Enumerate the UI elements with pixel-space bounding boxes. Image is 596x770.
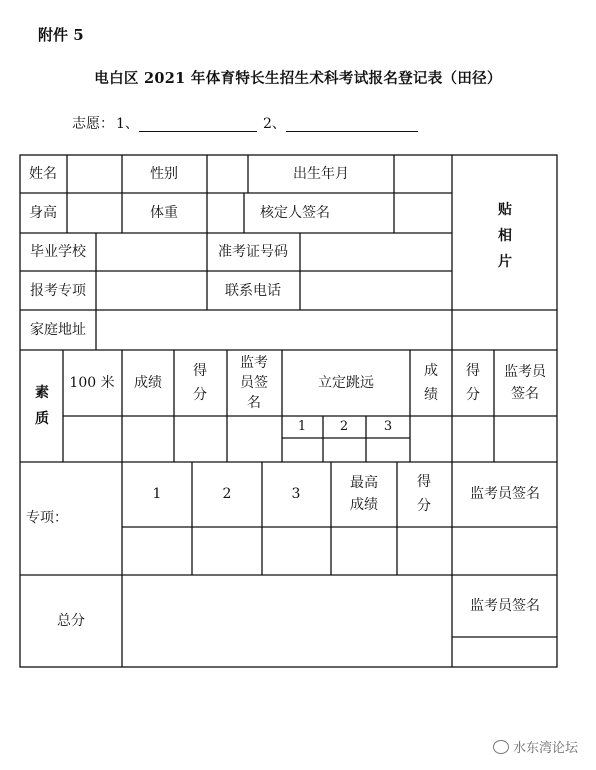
label-jump-examiner: 监考员 签名	[503, 364, 546, 402]
label-100m: 100 米	[69, 375, 115, 391]
label-phone: 联系电话	[225, 283, 281, 299]
watermark-text: 水东湾论坛	[512, 741, 578, 756]
label-total: 总分	[57, 613, 85, 629]
label-gender: 性别	[150, 166, 178, 182]
watermark	[493, 737, 578, 756]
label-special-examiner: 监考员签名	[470, 486, 540, 502]
label-100m-points: 得 分	[192, 363, 207, 403]
label-school: 毕业学校	[30, 244, 86, 260]
label-ticket: 准考证号码	[218, 244, 288, 260]
label-quality: 素 质	[34, 385, 49, 427]
label-weight: 体重	[150, 205, 178, 221]
label-special: 专项：	[26, 510, 68, 526]
label-special-trial-1: 1	[152, 486, 162, 502]
label-specialty: 报考专项	[30, 283, 86, 299]
choice-second-label: 2、	[263, 116, 286, 132]
label-height: 身高	[29, 205, 57, 221]
table-border	[20, 155, 557, 667]
label-100m-examiner: 监考员签名	[239, 355, 268, 411]
label-jump-trial-2: 2	[339, 419, 349, 434]
label-jump-points: 得 分	[465, 363, 480, 403]
label-address: 家庭地址	[30, 322, 86, 338]
label-jump-score: 成绩	[423, 363, 438, 403]
label-special-points: 得 分	[416, 474, 431, 514]
label-special-trial-3: 3	[291, 486, 301, 502]
choice-first-label: 1、	[116, 116, 139, 132]
label-long-jump: 立定跳远	[318, 375, 374, 391]
attachment-label: 附件 5	[38, 26, 84, 44]
label-name: 姓名	[29, 166, 57, 182]
label-special-trial-2: 2	[222, 486, 232, 502]
label-total-examiner: 监考员签名	[470, 598, 540, 614]
photo-placeholder-label: 贴 相 片	[497, 202, 512, 270]
choice-label: 志愿：	[72, 116, 114, 132]
label-special-best: 最高 成绩	[349, 475, 378, 513]
chat-bubble-icon	[493, 740, 509, 754]
label-verifier: 核定人签名	[260, 205, 330, 221]
label-birth: 出生年月	[293, 166, 349, 182]
label-jump-trial-1: 1	[297, 419, 307, 434]
label-100m-score: 成绩	[134, 375, 162, 391]
form-title: 电白区 2021 年体育特长生招生术科考试报名登记表（田径）	[94, 70, 502, 87]
label-jump-trial-3: 3	[383, 419, 393, 434]
